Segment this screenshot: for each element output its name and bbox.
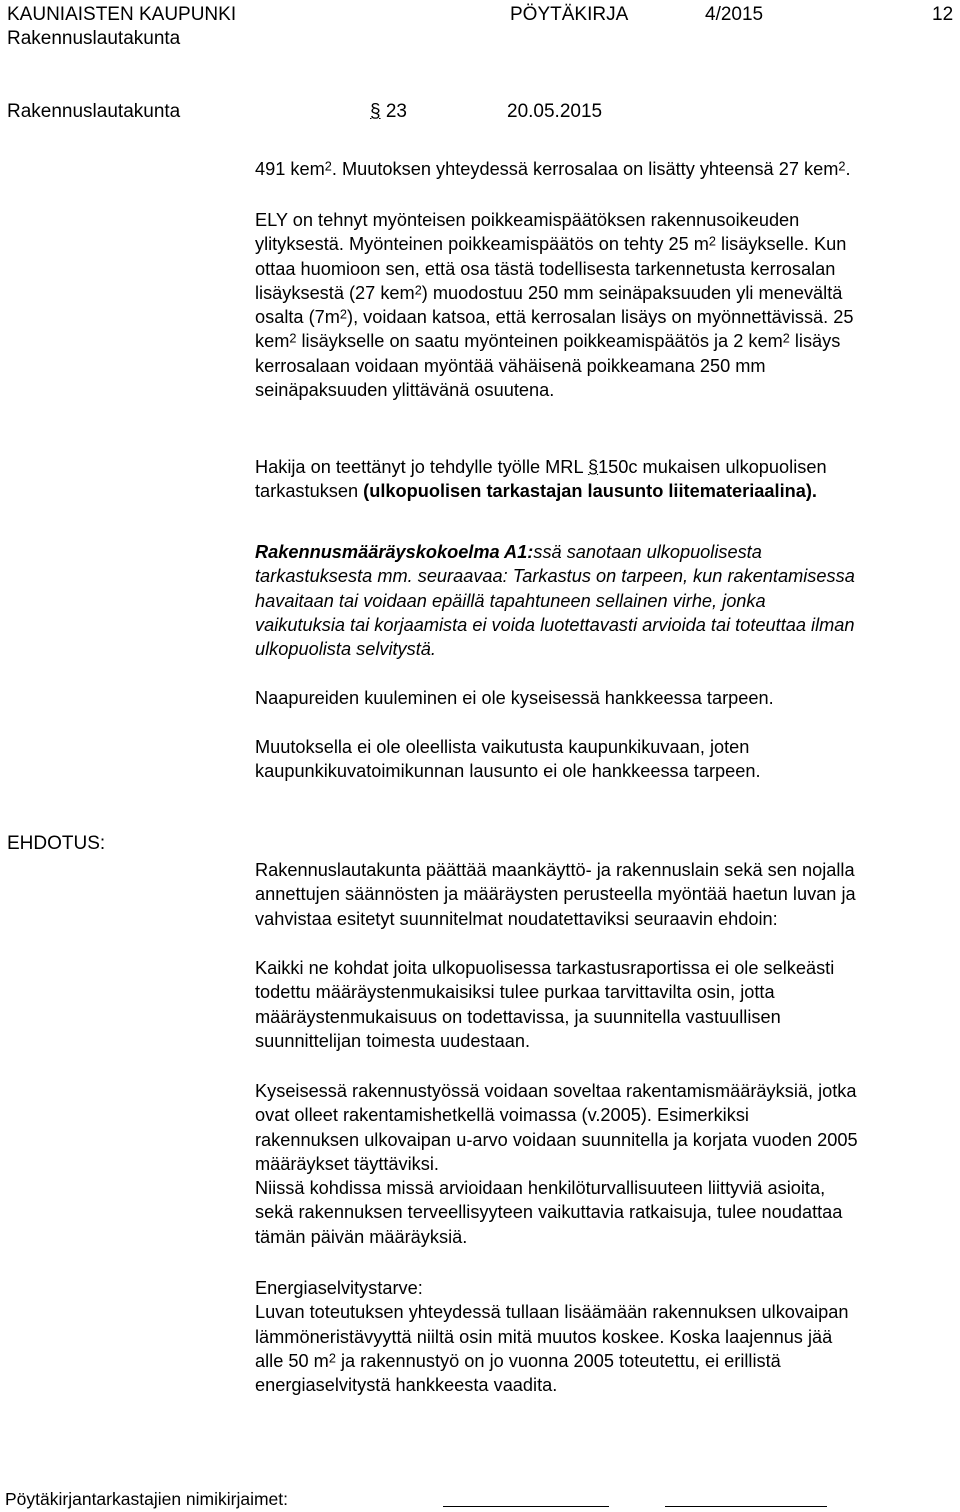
energy-statement-title: Energiaselvitystarve: xyxy=(255,1278,423,1298)
page-number: 12 xyxy=(932,4,954,25)
paragraph-external-inspection: Hakija on teettänyt jo tehdylle työlle MRL §150c mukaisen ulkopuolisen tarkastuksen (ulkopuolisen tarkastajan lausunto liitemateriaalina). xyxy=(255,457,827,502)
proposal-energy-statement: Energiaselvitystarve: Luvan toteutuksen yhteydessä tullaan lisäämään rakennuksen ulkovaipan lämmöneristävyyttä niiltä osin mitä muutos koskee. Koska laajennus jää alle 50 $m^2$ ja rakennustyö on jo vuonna 2005 toteutettu, ei erillistä energiaselvitystä hankkeesta vaadita. xyxy=(255,1278,849,1396)
building-code-reference: Rakennusmääräyskokoelma A1: xyxy=(255,542,534,562)
paragraph-townscape: Muutoksella ei ole oleellista vaikutusta kaupunkikuvaan, joten kaupunkikuvatoimikunnan lausunto ei ole hankkeessa tarpeen. xyxy=(255,737,761,782)
section-number: § 23 xyxy=(370,101,407,122)
paragraph-building-code-quote: Rakennusmääräyskokoelma A1:ssä sanotaan ulkopuolisesta tarkastuksesta mm. seuraavaa: Tarkastus on tarpeen, kun rakentamisessa havaitaan tai voidaan epäillä tapahtuneen sellainen virhe, jonka vaikutuksia tai korjaamista ei voida luotettavasti arvioida tai toteuttaa ilman ulkopuolista selvitystä. xyxy=(255,542,855,660)
document-type: PÖYTÄKIRJA xyxy=(510,4,629,25)
proposal-condition-inspection: Kaikki ne kohdat joita ulkopuolisessa tarkastusraportissa ei ole selkeästi todettu määräystenmukaisiksi tulee purkaa tarvittavilta osin, jotta määräystenmukaisuus on todettavissa, ja suunnitella vastuullisen suunnittelijan toimesta uudestaan. xyxy=(255,958,835,1051)
board-name: Rakennuslautakunta xyxy=(7,28,181,49)
initials-line-1 xyxy=(443,1506,609,1507)
paragraph-ely-decision: ELY on tehnyt myönteisen poikkeamispäätöksen rakennusoikeuden ylityksestä. Myönteinen poikkeamispäätös on tehty 25 $m^2$ lisäykselle. Kun ottaa huomioon sen, että osa tästä todellisesta tarkennetusta kerrosalan lisäyksestä (27 kem$^2$) muodostuu 250 mm seinäpaksuuden yli menevältä osalta $(7m^2)$, voidaan katsoa, että kerrosalan lisäys on myönnettävissä. 25 kem$^2$ lisäykselle on saatu myönteinen poikkeamispäätös ja 2 kem$^2$ lisäys kerrosalaan voidaan myöntää vähäisenä poikkeamana 250 mm seinäpaksuuden ylittävänä osuutena. xyxy=(255,210,854,401)
section-board: Rakennuslautakunta xyxy=(7,101,181,122)
meeting-date: 20.05.2015 xyxy=(507,101,603,122)
attachment-reference: (ulkopuolisen tarkastajan lausunto liitemateriaalina). xyxy=(363,481,817,502)
paragraph-neighbours: Naapureiden kuuleminen ei ole kyseisessä hankkeessa tarpeen. xyxy=(255,688,774,708)
initials-label: Pöytäkirjantarkastajien nimikirjaimet: xyxy=(5,1489,289,1509)
paragraph-area-total: 491 kem$^2$. Muutoksen yhteydessä kerrosalaa on lisätty yhteensä 27 kem$^2$. xyxy=(255,158,851,179)
proposal-decision: Rakennuslautakunta päättää maankäyttö- ja rakennuslain sekä sen nojalla annettujen säännösten ja määräysten perusteella myöntää haetun luvan ja vahvistaa esitetyt suunnitelmat noudatettaviksi seuraavin ehdoin: xyxy=(255,860,856,929)
municipality-name: KAUNIAISTEN KAUPUNKI xyxy=(7,4,237,25)
document-number: 4/2015 xyxy=(705,4,764,25)
proposal-condition-regulations: Kyseisessä rakennustyössä voidaan soveltaa rakentamismääräyksiä, jotka ovat olleet rakentamishetkellä voimassa (v.2005). Esimerkiksi rakennuksen ulkovaipan u-arvo voidaan suunnitella ja korjata vuoden 2005 määräykset täyttäviksi. Niissä kohdissa missä arvioidaan henkilöturvallisuuteen liittyviä asioita, sekä rakennuksen terveellisyyteen vaikuttavia ratkaisuja, tulee noudattaa tämän päivän määräyksiä. xyxy=(255,1081,858,1247)
initials-line-2 xyxy=(665,1506,827,1507)
proposal-label: EHDOTUS: xyxy=(7,833,106,854)
section-symbol: § xyxy=(370,101,381,122)
